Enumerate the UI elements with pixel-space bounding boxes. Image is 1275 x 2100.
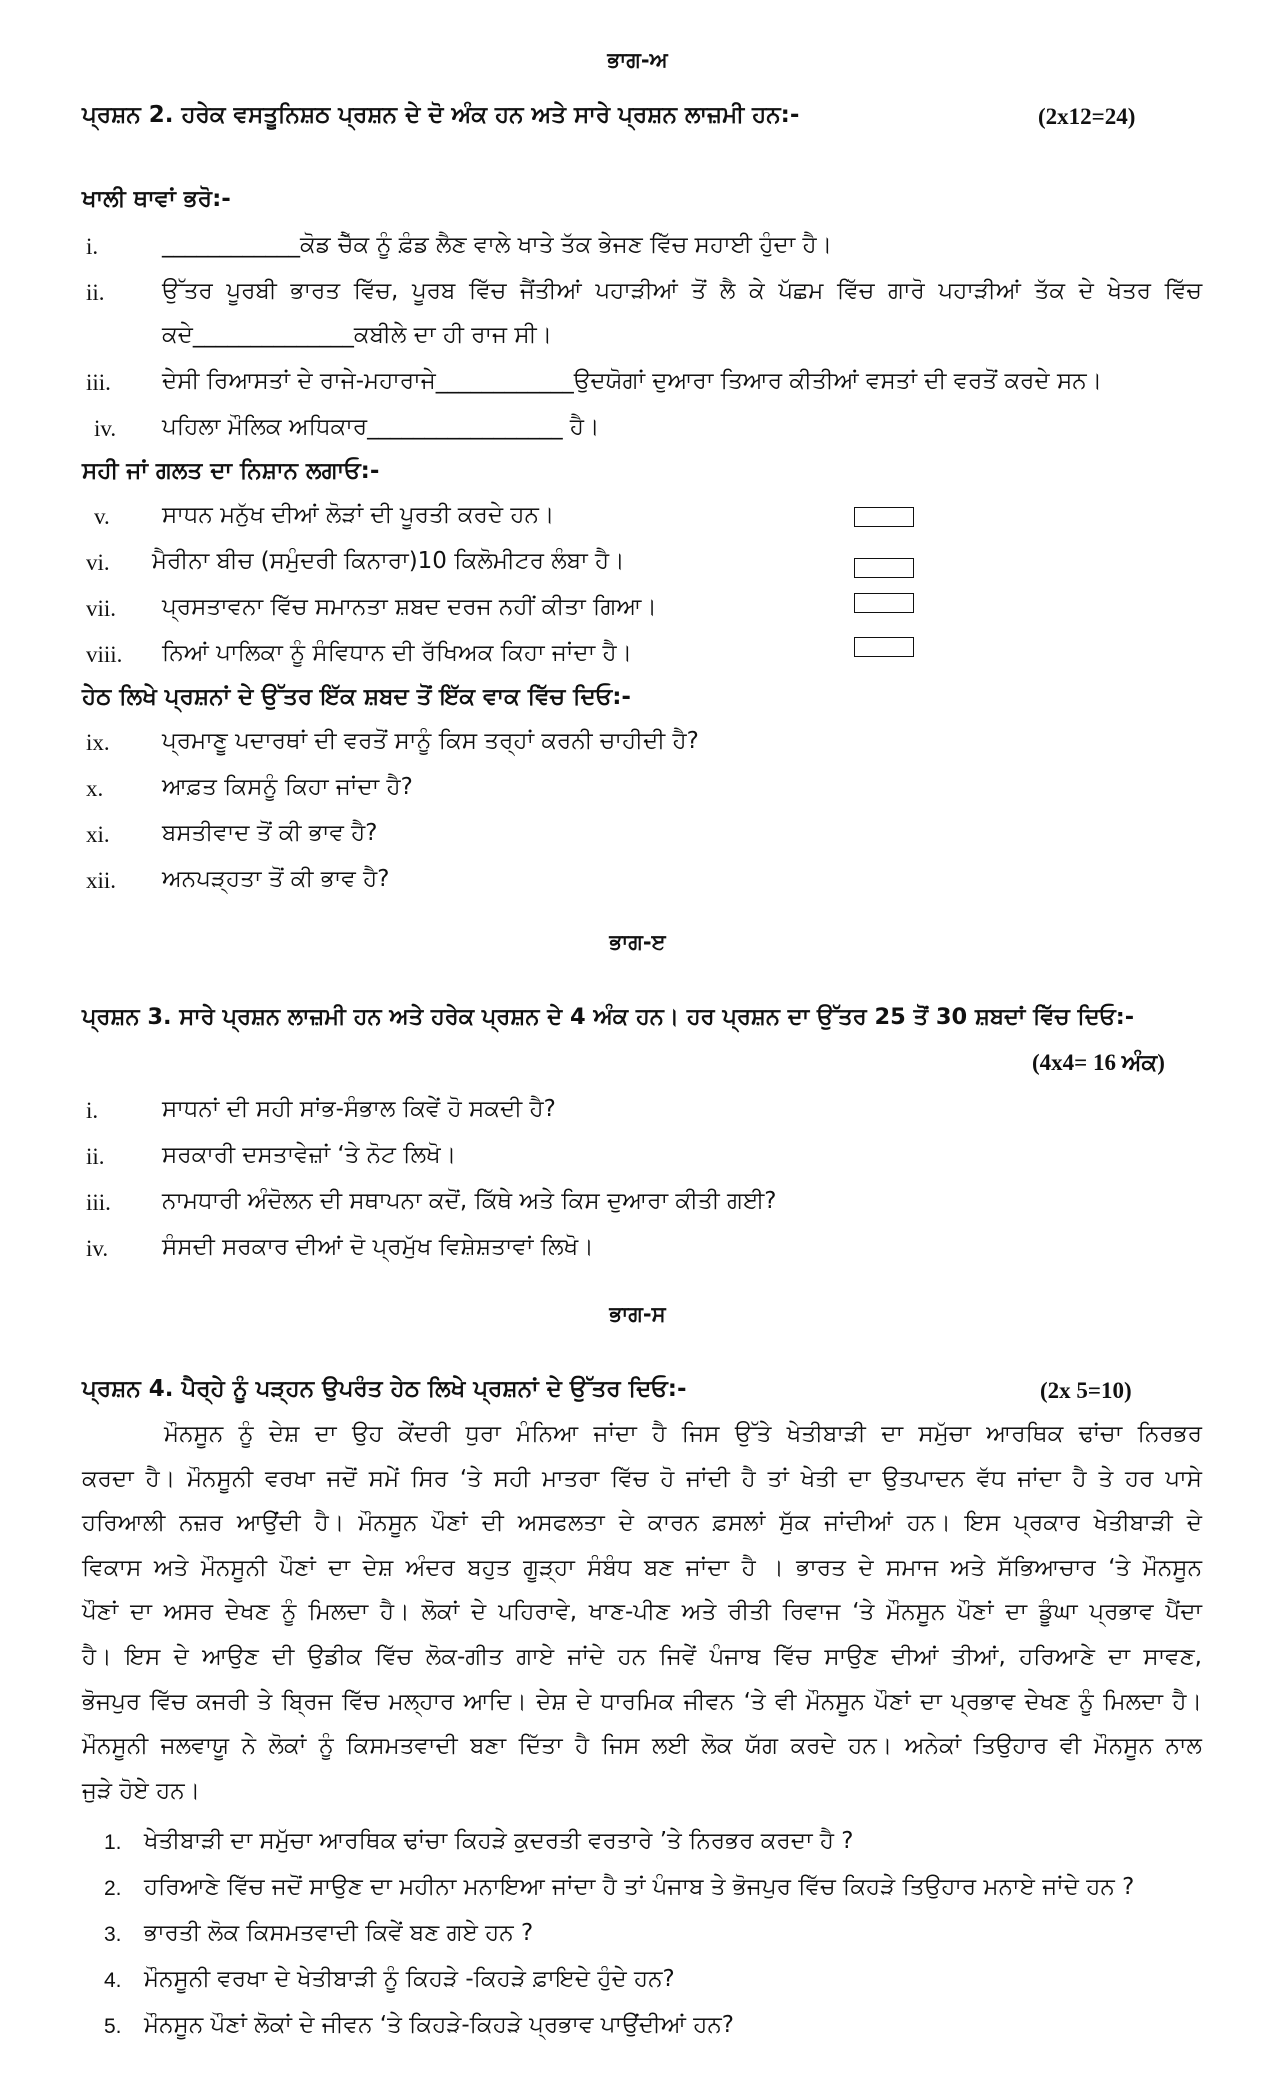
q4-marks: (2x 5=10) <box>1040 1378 1132 1403</box>
c-label-5: 5. <box>104 2015 122 2038</box>
fill-label-i: i. <box>86 234 99 259</box>
fill-item-i: ____________ਕੋਡ ਚੈੱਕ ਨੂੰ ਫ਼ੰਡ ਲੈਣ ਵਾਲੇ ਖਾਤੇ ਤੱਕ ਭੇਜਣ ਵਿੱਚ ਸਹਾਈ ਹੁੰਦਾ ਹੈ। <box>162 232 833 258</box>
fill-heading: ਖਾਲੀ ਥਾਵਾਂ ਭਰੋ:- <box>82 186 231 212</box>
part-a-heading: ਭਾਗ-ਅ <box>607 48 668 72</box>
passage-line: ਭੋਜਪੁਰ ਵਿੱਚ ਕਜਰੀ ਤੇ ਬ੍ਰਿਜ ਵਿੱਚ ਮਲ੍ਹਾਰ ਆਦਿ। ਦੇਸ਼ ਦੇ ਧਾਰਮਿਕ ਜੀਵਨ ‘ਤੇ ਵੀ ਮੌਨਸੂਨ ਪੌਣਾਂ ਦਾ ਪ੍ਰਭਾਵ ਦੇਖਣ ਨੂੰ ਮਿਲਦਾ ਹੈ। <box>82 1688 1202 1715</box>
passage-line: ਕਰਦਾ ਹੈ। ਮੌਨਸੂਨੀ ਵਰਖਾ ਜਦੋਂ ਸਮੇਂ ਸਿਰ ‘ਤੇ ਸਹੀ ਮਾਤਰਾ ਵਿੱਚ ਹੋ ਜਾਂਦੀ ਹੈ ਤਾਂ ਖੇਤੀ ਦਾ ਉਤਪਾਦਨ ਵੱਧ ਜਾਂਦਾ ਹੈ ਤੇ ਹਰ ਪਾਸੇ <box>82 1465 1202 1492</box>
b-label-iv: iv. <box>86 1236 109 1261</box>
c-label-3: 3. <box>104 1923 122 1946</box>
fill-label-iii: iii. <box>86 370 111 395</box>
fill-item-ii: ਉੱਤਰ ਪੂਰਬੀ ਭਾਰਤ ਵਿੱਚ, ਪੂਰਬ ਵਿੱਚ ਜੈਂਤੀਆਂ ਪਹਾੜੀਆਂ ਤੋਂ ਲੈ ਕੇ ਪੱਛਮ ਵਿੱਚ ਗਾਰੋ ਪਹਾੜੀਆਂ ਤੱਕ ਦੇ ਖੇਤਰ ਵਿੱਚ <box>162 278 1202 304</box>
passage-line: ਮੌਨਸੂਨ ਨੂੰ ਦੇਸ਼ ਦਾ ਉਹ ਕੇਂਦਰੀ ਧੁਰਾ ਮੰਨਿਆ ਜਾਂਦਾ ਹੈ ਜਿਸ ਉੱਤੇ ਖੇਤੀਬਾੜੀ ਦਾ ਸਮੁੱਚਾ ਆਰਥਿਕ ਢਾਂਚਾ ਨਿਰਭਰ <box>164 1421 1202 1447</box>
passage-line: ਹਰਿਆਲੀ ਨਜ਼ਰ ਆਉਂਦੀ ਹੈ। ਮੌਨਸੂਨ ਪੌਣਾਂ ਦੀ ਅਸਫਲਤਾ ਦੇ ਕਾਰਨ ਫ਼ਸਲਾਂ ਸੁੱਕ ਜਾਂਦੀਆਂ ਹਨ। ਇਸ ਪ੍ਰਕਾਰ ਖੇਤੀਬਾੜੀ ਦੇ <box>82 1510 1202 1537</box>
b-item-i: ਸਾਧਨਾਂ ਦੀ ਸਹੀ ਸਾਂਭ-ਸੰਭਾਲ ਕਿਵੇਂ ਹੋ ਸਕਦੀ ਹੈ? <box>162 1096 556 1122</box>
q4-title: ਪ੍ਰਸ਼ਨ 4. ਪੈਰ੍ਹੇ ਨੂੰ ਪੜ੍ਹਨ ਉਪਰੰਤ ਹੇਠ ਲਿਖੇ ਪ੍ਰਸ਼ਨਾਂ ਦੇ ਉੱਤਰ ਦਿਓ:- <box>82 1376 687 1402</box>
q2-marks: (2x12=24) <box>1038 104 1136 129</box>
part-c-heading: ਭਾਗ-ਸ <box>609 1302 666 1326</box>
tf-item-viii: ਨਿਆਂ ਪਾਲਿਕਾ ਨੂੰ ਸੰਵਿਧਾਨ ਦੀ ਰੱਖਿਅਕ ਕਿਹਾ ਜਾਂਦਾ ਹੈ। <box>162 640 633 666</box>
q3-marks: (4x4= 16 ਅੰਕ) <box>1032 1050 1165 1075</box>
c-question-2: ਹਰਿਆਣੇ ਵਿੱਚ ਜਦੋਂ ਸਾਉਣ ਦਾ ਮਹੀਨਾ ਮਨਾਇਆ ਜਾਂਦਾ ਹੈ ਤਾਂ ਪੰਜਾਬ ਤੇ ਭੋਜਪੁਰ ਵਿੱਚ ਕਿਹੜੇ ਤਿਉਹਾਰ ਮਨਾਏ ਜਾਂਦੇ ਹਨ ? <box>144 1874 1135 1900</box>
short-label-x: x. <box>86 776 104 801</box>
answer-box-vi[interactable] <box>854 558 914 578</box>
q2-title: ਪ੍ਰਸ਼ਨ 2. ਹਰੇਕ ਵਸਤੂਨਿਸ਼ਠ ਪ੍ਰਸ਼ਨ ਦੇ ਦੋ ਅੰਕ ਹਨ ਅਤੇ ਸਾਰੇ ਪ੍ਰਸ਼ਨ ਲਾਜ਼ਮੀ ਹਨ:- <box>82 102 800 128</box>
b-item-ii: ਸਰਕਾਰੀ ਦਸਤਾਵੇਜ਼ਾਂ ‘ਤੇ ਨੋਟ ਲਿਖੋ। <box>162 1142 457 1168</box>
short-item-x: ਆਫ਼ਤ ਕਿਸਨੂੰ ਕਿਹਾ ਜਾਂਦਾ ਹੈ? <box>162 774 413 800</box>
b-label-iii: iii. <box>86 1190 111 1215</box>
fill-item-iii: ਦੇਸੀ ਰਿਆਸਤਾਂ ਦੇ ਰਾਜੇ-ਮਹਾਰਾਜੇ____________ਉਦਯੋਗਾਂ ਦੁਆਰਾ ਤਿਆਰ ਕੀਤੀਆਂ ਵਸਤਾਂ ਦੀ ਵਰਤੋਂ ਕਰਦੇ ਸਨ। <box>162 368 1103 394</box>
answer-box-vii[interactable] <box>854 593 914 613</box>
b-label-ii: ii. <box>86 1144 105 1169</box>
passage-line: ਮੌਨਸੂਨੀ ਜਲਵਾਯੂ ਨੇ ਲੋਕਾਂ ਨੂੰ ਕਿਸਮਤਵਾਦੀ ਬਣਾ ਦਿੱਤਾ ਹੈ ਜਿਸ ਲਈ ਲੋਕ ਯੱਗ ਕਰਦੇ ਹਨ। ਅਨੇਕਾਂ ਤਿਉਹਾਰ ਵੀ ਮੌਨਸੂਨ ਨਾਲ <box>82 1733 1202 1760</box>
c-label-1: 1. <box>104 1831 122 1854</box>
tf-item-vii: ਪ੍ਰਸਤਾਵਨਾ ਵਿੱਚ ਸਮਾਨਤਾ ਸ਼ਬਦ ਦਰਜ ਨਹੀਂ ਕੀਤਾ ਗਿਆ। <box>162 594 657 620</box>
b-item-iv: ਸੰਸਦੀ ਸਰਕਾਰ ਦੀਆਂ ਦੋ ਪ੍ਰਮੁੱਖ ਵਿਸ਼ੇਸ਼ਤਾਵਾਂ ਲਿਖੋ। <box>162 1234 594 1260</box>
c-question-1: ਖੇਤੀਬਾੜੀ ਦਾ ਸਮੁੱਚਾ ਆਰਥਿਕ ਢਾਂਚਾ ਕਿਹੜੇ ਕੁਦਰਤੀ ਵਰਤਾਰੇ ’ਤੇ ਨਿਰਭਰ ਕਰਦਾ ਹੈ ? <box>144 1828 854 1854</box>
c-question-4: ਮੌਨਸੂਨੀ ਵਰਖਾ ਦੇ ਖੇਤੀਬਾੜੀ ਨੂੰ ਕਿਹੜੇ -ਕਿਹੜੇ ਫ਼ਾਇਦੇ ਹੁੰਦੇ ਹਨ? <box>144 1966 675 1992</box>
passage-line: ਜੁੜੇ ਹੋਏ ਹਨ। <box>82 1777 201 1804</box>
tf-label-viii: viii. <box>86 642 123 667</box>
tf-heading: ਸਹੀ ਜਾਂ ਗਲਤ ਦਾ ਨਿਸ਼ਾਨ ਲਗਾਓ:- <box>82 458 380 484</box>
passage-line: ਹੈ। ਇਸ ਦੇ ਆਉਣ ਦੀ ਉਡੀਕ ਵਿੱਚ ਲੋਕ-ਗੀਤ ਗਾਏ ਜਾਂਦੇ ਹਨ ਜਿਵੇਂ ਪੰਜਾਬ ਵਿੱਚ ਸਾਉਣ ਦੀਆਂ ਤੀਆਂ, ਹਰਿਆਣੇ ਦਾ ਸਾਵਣ, <box>82 1643 1202 1670</box>
tf-label-v: v. <box>94 504 110 529</box>
fill-item-iv: ਪਹਿਲਾ ਮੌਲਿਕ ਅਧਿਕਾਰ_________________ ਹੈ। <box>162 414 600 440</box>
tf-label-vii: vii. <box>86 596 117 621</box>
short-item-xi: ਬਸਤੀਵਾਦ ਤੋਂ ਕੀ ਭਾਵ ਹੈ? <box>162 820 378 846</box>
tf-item-vi: ਮੈਰੀਨਾ ਬੀਚ (ਸਮੁੰਦਰੀ ਕਿਨਾਰਾ)10 ਕਿਲੋਮੀਟਰ ਲੰਬਾ ਹੈ। <box>152 548 625 574</box>
passage-line: ਵਿਕਾਸ ਅਤੇ ਮੌਨਸੂਨੀ ਪੌਣਾਂ ਦਾ ਦੇਸ਼ ਅੰਦਰ ਬਹੁਤ ਗੂੜ੍ਹਾ ਸੰਬੰਧ ਬਣ ਜਾਂਦਾ ਹੈ । ਭਾਰਤ ਦੇ ਸਮਾਜ ਅਤੇ ਸੱਭਿਆਚਾਰ ‘ਤੇ ਮੌਨਸੂਨ <box>82 1554 1202 1581</box>
passage <box>82 1412 1202 1813</box>
c-question-3: ਭਾਰਤੀ ਲੋਕ ਕਿਸਮਤਵਾਦੀ ਕਿਵੇਂ ਬਣ ਗਏ ਹਨ ? <box>144 1920 534 1946</box>
fill-item-ii-cont: ਕਦੇ______________ਕਬੀਲੇ ਦਾ ਹੀ ਰਾਜ ਸੀ। <box>162 322 553 348</box>
b-item-iii: ਨਾਮਧਾਰੀ ਅੰਦੋਲਨ ਦੀ ਸਥਾਪਨਾ ਕਦੋਂ, ਕਿੱਥੇ ਅਤੇ ਕਿਸ ਦੁਆਰਾ ਕੀਤੀ ਗਈ? <box>162 1188 777 1214</box>
short-label-xi: xi. <box>86 822 110 847</box>
tf-label-vi: vi. <box>86 550 110 575</box>
short-item-xii: ਅਨਪੜ੍ਹਤਾ ਤੋਂ ਕੀ ਭਾਵ ਹੈ? <box>162 866 390 892</box>
short-label-xii: xii. <box>86 868 117 893</box>
tf-item-v: ਸਾਧਨ ਮਨੁੱਖ ਦੀਆਂ ਲੋੜਾਂ ਦੀ ਪੂਰਤੀ ਕਰਦੇ ਹਨ। <box>162 502 555 528</box>
short-item-ix: ਪ੍ਰਮਾਣੂ ਪਦਾਰਥਾਂ ਦੀ ਵਰਤੋਂ ਸਾਨੂੰ ਕਿਸ ਤਰ੍ਹਾਂ ਕਰਨੀ ਚਾਹੀਦੀ ਹੈ? <box>162 728 699 754</box>
short-label-ix: ix. <box>86 730 110 755</box>
c-label-2: 2. <box>104 1877 122 1900</box>
passage-line: ਪੌਣਾਂ ਦਾ ਅਸਰ ਦੇਖਣ ਨੂੰ ਮਿਲਦਾ ਹੈ। ਲੋਕਾਂ ਦੇ ਪਹਿਰਾਵੇ, ਖਾਣ-ਪੀਣ ਅਤੇ ਰੀਤੀ ਰਿਵਾਜ ‘ਤੇ ਮੌਨਸੂਨ ਪੌਣਾਂ ਦਾ ਡੂੰਘਾ ਪ੍ਰਭਾਵ ਪੈਂਦਾ <box>82 1599 1202 1626</box>
b-label-i: i. <box>86 1098 99 1123</box>
c-label-4: 4. <box>104 1969 122 1992</box>
q3-title: ਪ੍ਰਸ਼ਨ 3. ਸਾਰੇ ਪ੍ਰਸ਼ਨ ਲਾਜ਼ਮੀ ਹਨ ਅਤੇ ਹਰੇਕ ਪ੍ਰਸ਼ਨ ਦੇ 4 ਅੰਕ ਹਨ। ਹਰ ਪ੍ਰਸ਼ਨ ਦਾ ਉੱਤਰ 25 ਤੋਂ 30 ਸ਼ਬਦਾਂ ਵਿੱਚ ਦਿਓ:- <box>82 1004 1135 1030</box>
fill-label-ii: ii. <box>86 280 105 305</box>
c-question-5: ਮੌਨਸੂਨ ਪੌਣਾਂ ਲੋਕਾਂ ਦੇ ਜੀਵਨ ‘ਤੇ ਕਿਹੜੇ-ਕਿਹੜੇ ਪ੍ਰਭਾਵ ਪਾਉਂਦੀਆਂ ਹਨ? <box>144 2012 734 2038</box>
part-b-heading: ਭਾਗ-ੲ <box>609 930 666 954</box>
answer-box-v[interactable] <box>854 507 914 527</box>
fill-label-iv: iv. <box>94 416 117 441</box>
answer-box-viii[interactable] <box>854 637 914 657</box>
short-heading: ਹੇਠ ਲਿਖੇ ਪ੍ਰਸ਼ਨਾਂ ਦੇ ਉੱਤਰ ਇੱਕ ਸ਼ਬਦ ਤੋਂ ਇੱਕ ਵਾਕ ਵਿੱਚ ਦਿਓ:- <box>82 684 631 710</box>
